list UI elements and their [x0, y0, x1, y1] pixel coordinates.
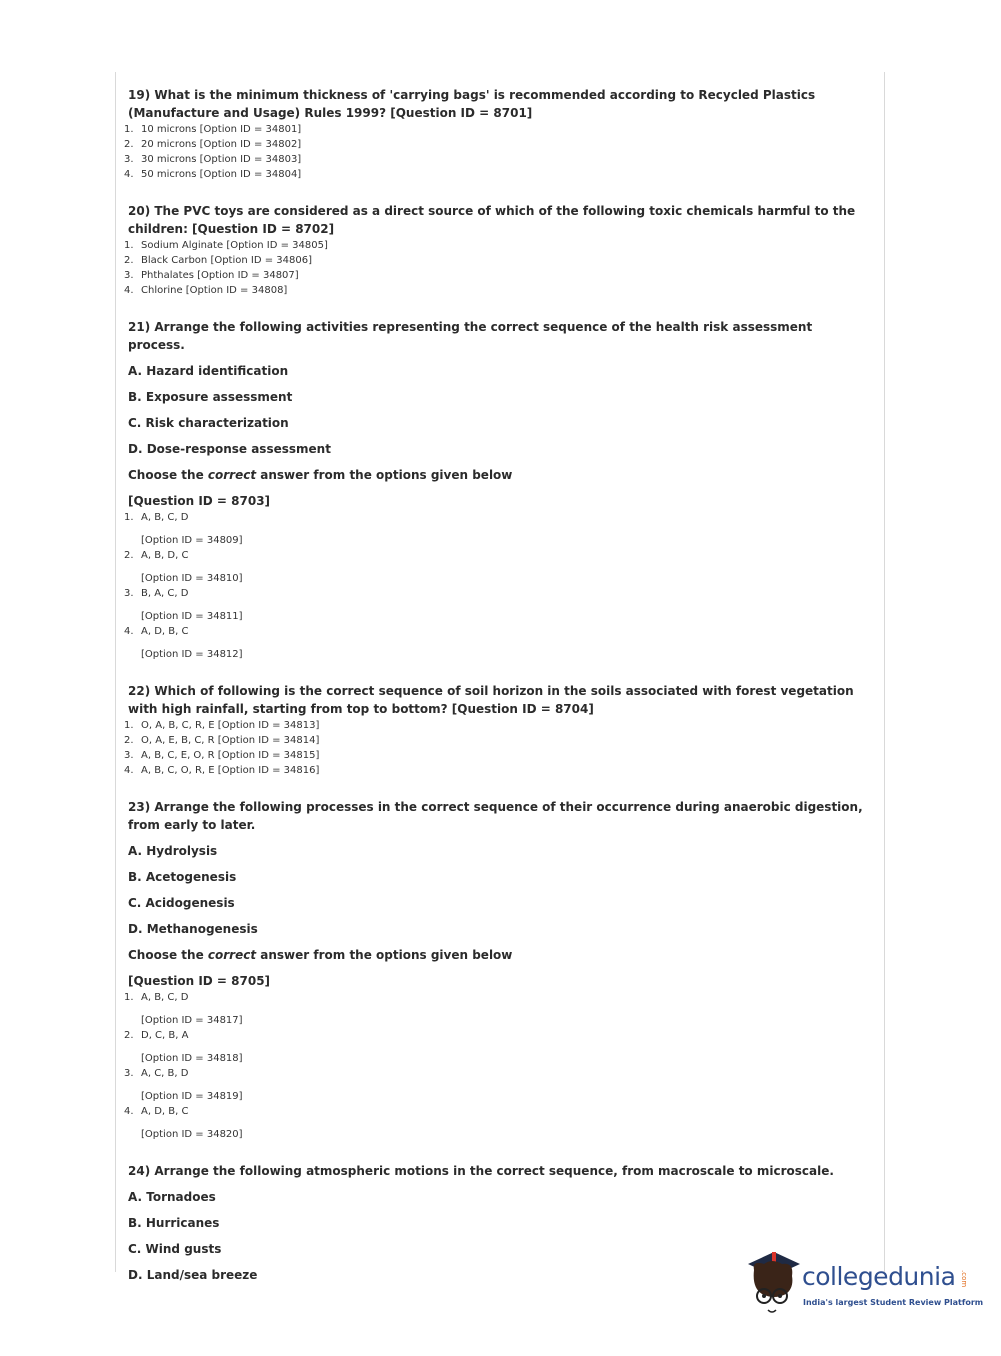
choose-text: answer from the options given below [256, 468, 513, 482]
question-text: 23) Arrange the following processes in the correct sequence of their occurrence during anaerobic digestion, from early to later. [128, 800, 863, 832]
choose-emphasis: correct [207, 948, 257, 962]
statement: C. Acidogenesis [128, 896, 235, 910]
option-item [124, 624, 864, 662]
option-item [124, 152, 864, 167]
option-text: D, C, B, A [141, 1030, 189, 1041]
question-text: 24) Arrange the following atmospheric motions in the correct sequence, from macroscale to microscale. [128, 1164, 834, 1178]
option-text: A, B, C, E, O, R [Option ID = 34815] [141, 750, 320, 761]
option-text: Chlorine [Option ID = 34808] [141, 285, 288, 296]
option-id: [Option ID = 34812] [141, 649, 243, 660]
option-id: [Option ID = 34818] [141, 1053, 243, 1064]
option-item [124, 718, 864, 733]
question-21 [124, 318, 864, 662]
option-number: 3. [124, 588, 134, 599]
question-23 [124, 798, 864, 1142]
option-number: 1. [124, 124, 134, 135]
option-number: 2. [124, 139, 134, 150]
option-item [124, 733, 864, 748]
choose-text: Choose the [128, 468, 208, 482]
option-number: 4. [124, 626, 134, 637]
option-number: 1. [124, 240, 134, 251]
choose-instruction [128, 946, 864, 964]
right-margin-rule [884, 72, 885, 1272]
option-item [124, 1066, 864, 1104]
option-id: [Option ID = 34817] [141, 1015, 243, 1026]
question-22 [124, 682, 864, 778]
question-id: [Question ID = 8703] [128, 494, 271, 508]
option-number: 3. [124, 270, 134, 281]
option-list [124, 122, 864, 182]
option-text: B, A, C, D [141, 588, 189, 599]
option-id: [Option ID = 34810] [141, 573, 243, 584]
option-item [124, 283, 864, 298]
option-text: O, A, B, C, R, E [Option ID = 34813] [141, 720, 320, 731]
choose-emphasis: correct [207, 468, 257, 482]
option-number: 2. [124, 550, 134, 561]
option-id: [Option ID = 34819] [141, 1091, 243, 1102]
option-item [124, 586, 864, 624]
statement: D. Land/sea breeze [128, 1268, 258, 1282]
option-text: 30 microns [Option ID = 34803] [141, 154, 302, 165]
option-number: 2. [124, 1030, 134, 1041]
option-text: A, B, C, D [141, 512, 189, 523]
option-text: 50 microns [Option ID = 34804] [141, 169, 302, 180]
statement: B. Acetogenesis [128, 870, 237, 884]
statement: D. Dose-response assessment [128, 442, 331, 456]
statement: A. Hydrolysis [128, 844, 218, 858]
statement: A. Hazard identification [128, 364, 289, 378]
option-item [124, 548, 864, 586]
option-text: Phthalates [Option ID = 34807] [141, 270, 299, 281]
option-text: 10 microns [Option ID = 34801] [141, 124, 302, 135]
statement: A. Tornadoes [128, 1190, 216, 1204]
option-number: 2. [124, 735, 134, 746]
option-text: A, B, D, C [141, 550, 189, 561]
question-id: [Question ID = 8705] [128, 974, 271, 988]
option-number: 1. [124, 720, 134, 731]
choose-text: answer from the options given below [256, 948, 513, 962]
option-number: 1. [124, 992, 134, 1003]
option-item [124, 137, 864, 152]
option-item [124, 748, 864, 763]
option-number: 1. [124, 512, 134, 523]
option-text: 20 microns [Option ID = 34802] [141, 139, 302, 150]
mascot-icon [742, 1248, 804, 1320]
option-item [124, 268, 864, 283]
option-number: 4. [124, 169, 134, 180]
option-number: 4. [124, 765, 134, 776]
option-item [124, 763, 864, 778]
option-number: 3. [124, 1068, 134, 1079]
option-item [124, 990, 864, 1028]
option-text: Sodium Alginate [Option ID = 34805] [141, 240, 328, 251]
statement: B. Hurricanes [128, 1216, 220, 1230]
question-text: 21) Arrange the following activities representing the correct sequence of the health risk assessment process. [128, 320, 813, 352]
logo-tagline: India's largest Student Review Platform [803, 1298, 984, 1307]
option-item [124, 253, 864, 268]
statement: B. Exposure assessment [128, 390, 293, 404]
question-text: 19) What is the minimum thickness of 'carrying bags' is recommended according to Recycled Plastics (Manufacture and Usage) Rules 1999? [Question ID = 8701] [128, 88, 816, 120]
choose-instruction [128, 466, 864, 484]
option-item [124, 122, 864, 137]
option-item [124, 510, 864, 548]
logo-wordmark: collegedunia [802, 1262, 956, 1291]
statement: D. Methanogenesis [128, 922, 258, 936]
statement: C. Risk characterization [128, 416, 289, 430]
option-text: A, B, C, D [141, 992, 189, 1003]
option-item [124, 238, 864, 253]
option-item [124, 1104, 864, 1142]
option-text: O, A, E, B, C, R [Option ID = 34814] [141, 735, 320, 746]
option-item [124, 167, 864, 182]
collegedunia-logo[interactable] [742, 1248, 984, 1320]
question-text: 22) Which of following is the correct sequence of soil horizon in the soils associated with forest vegetation with high rainfall, starting from top to bottom? [Question ID = 8704] [128, 684, 854, 716]
question-19 [124, 86, 864, 182]
option-number: 3. [124, 154, 134, 165]
option-number: 2. [124, 255, 134, 266]
option-item [124, 1028, 864, 1066]
option-text: Black Carbon [Option ID = 34806] [141, 255, 312, 266]
choose-text: Choose the [128, 948, 208, 962]
option-number: 4. [124, 285, 134, 296]
question-20 [124, 202, 864, 298]
option-id: [Option ID = 34811] [141, 611, 243, 622]
option-text: A, D, B, C [141, 626, 189, 637]
logo-domain: .com [960, 1270, 968, 1288]
question-text: 20) The PVC toys are considered as a direct source of which of the following toxic chemicals harmful to the children: [Question ID = 8702] [128, 204, 856, 236]
option-number: 4. [124, 1106, 134, 1117]
question-paper [124, 86, 864, 1298]
option-list [124, 238, 864, 298]
option-number: 3. [124, 750, 134, 761]
statement: C. Wind gusts [128, 1242, 222, 1256]
option-text: A, C, B, D [141, 1068, 189, 1079]
option-list [124, 718, 864, 778]
option-id: [Option ID = 34809] [141, 535, 243, 546]
option-id: [Option ID = 34820] [141, 1129, 243, 1140]
option-text: A, B, C, O, R, E [Option ID = 34816] [141, 765, 320, 776]
left-margin-rule [115, 72, 116, 1272]
option-text: A, D, B, C [141, 1106, 189, 1117]
